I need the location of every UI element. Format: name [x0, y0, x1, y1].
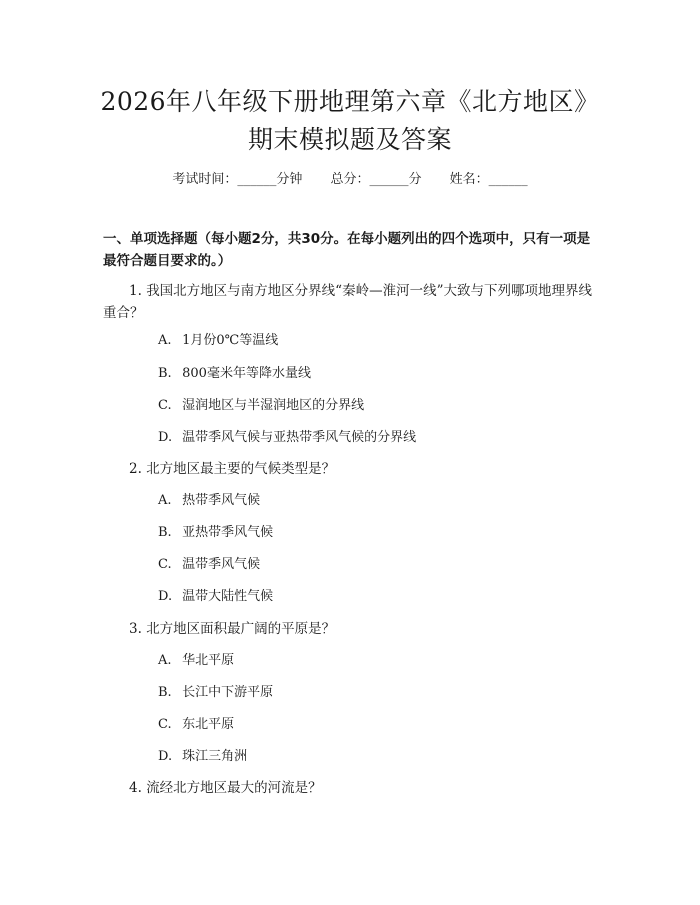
section-heading: 一、单项选择题（每小题2分，共30分。在每小题列出的四个选项中，只有一项是最符合题目要求的。） — [103, 231, 591, 269]
option-3c — [158, 715, 234, 735]
option-label: A. — [158, 653, 172, 668]
exam-meta — [0, 168, 700, 187]
option-text: 温带季风气候 — [182, 557, 261, 572]
question-number: 1. — [129, 283, 142, 299]
option-label: C. — [158, 557, 172, 572]
option-label: D. — [158, 589, 173, 604]
option-2c — [158, 555, 260, 575]
option-text: 热带季风气候 — [182, 493, 261, 508]
option-3b — [158, 683, 273, 703]
question-text: 北方地区最主要的气候类型是？ — [146, 461, 336, 477]
question-number: 3. — [129, 621, 142, 637]
option-label: C. — [158, 717, 172, 732]
option-1a — [158, 331, 278, 351]
question-number: 4. — [129, 780, 142, 796]
option-label: B. — [158, 525, 172, 540]
question-1 — [103, 280, 600, 324]
option-text: 亚热带季风气候 — [182, 525, 274, 540]
option-1d — [158, 428, 416, 448]
option-text: 珠江三角洲 — [182, 749, 248, 764]
total-score-field: 总分：______分 — [330, 172, 422, 187]
option-3a — [158, 651, 234, 671]
question-number: 2. — [129, 461, 142, 477]
option-text: 湿润地区与半湿润地区的分界线 — [182, 398, 365, 413]
option-text: 东北平原 — [182, 717, 235, 732]
question-text: 北方地区面积最广阔的平原是？ — [146, 621, 336, 637]
option-text: 华北平原 — [182, 653, 235, 668]
question-2 — [103, 458, 600, 480]
option-3d — [158, 747, 247, 767]
option-label: D. — [158, 430, 173, 445]
document-title-line-2: 期末模拟题及答案 — [247, 125, 452, 154]
option-text: 温带大陆性气候 — [182, 589, 274, 604]
student-name-field: 姓名：______ — [449, 172, 528, 187]
option-label: B. — [158, 366, 172, 381]
option-text: 800毫米年等降水量线 — [182, 366, 311, 381]
option-label: A. — [158, 333, 172, 348]
document-title-line-1: 2026年八年级下册地理第六章《北方地区》 — [100, 87, 600, 116]
option-1c — [158, 396, 364, 416]
option-text: 长江中下游平原 — [182, 685, 274, 700]
option-text: 温带季风气候与亚热带季风气候的分界线 — [182, 430, 417, 445]
question-text: 我国北方地区与南方地区分界线“秦岭—淮河一线”大致与下列哪项地理界线重合？ — [103, 283, 592, 321]
question-3 — [103, 618, 600, 640]
option-label: D. — [158, 749, 173, 764]
exam-time-field: 考试时间：______分钟 — [172, 172, 303, 187]
option-text: 1月份0℃等温线 — [182, 333, 279, 348]
question-text: 流经北方地区最大的河流是？ — [146, 780, 322, 796]
option-2d — [158, 587, 273, 607]
option-2b — [158, 523, 273, 543]
option-label: B. — [158, 685, 172, 700]
question-4 — [103, 777, 600, 799]
option-1b — [158, 364, 311, 384]
option-label: A. — [158, 493, 172, 508]
option-label: C. — [158, 398, 172, 413]
option-2a — [158, 491, 260, 511]
